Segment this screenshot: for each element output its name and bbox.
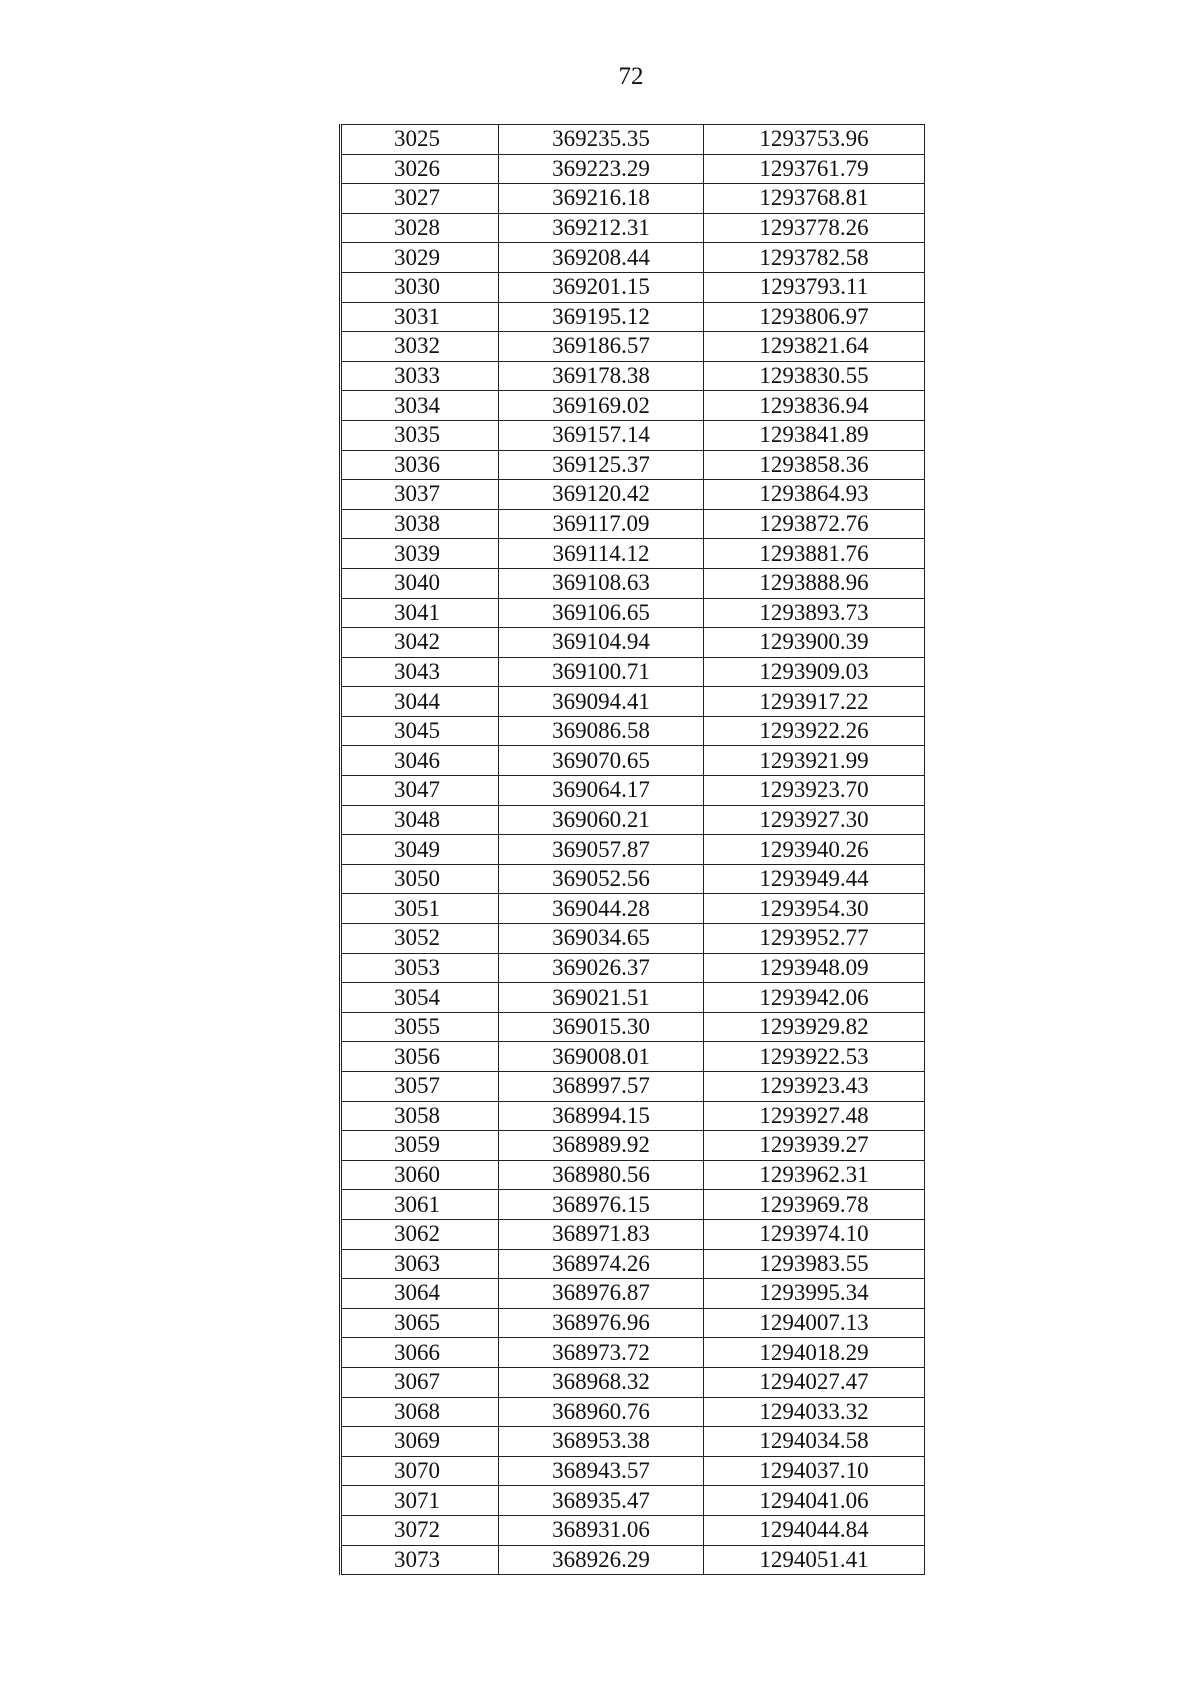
table-row xyxy=(341,628,925,658)
x-coordinate-cell: 369106.65 xyxy=(499,598,704,628)
x-coordinate-cell: 369026.37 xyxy=(499,953,704,983)
table-row xyxy=(341,1367,925,1397)
x-coordinate-cell: 368960.76 xyxy=(499,1397,704,1427)
x-coordinate-cell: 369015.30 xyxy=(499,1012,704,1042)
point-number-cell: 3036 xyxy=(341,450,499,480)
x-coordinate-cell: 368935.47 xyxy=(499,1486,704,1516)
table-row xyxy=(341,1427,925,1457)
point-number-cell: 3053 xyxy=(341,953,499,983)
y-coordinate-cell: 1294034.58 xyxy=(704,1427,925,1457)
coordinates-table xyxy=(339,124,925,1575)
y-coordinate-cell: 1293922.53 xyxy=(704,1042,925,1072)
y-coordinate-cell: 1293900.39 xyxy=(704,628,925,658)
point-number-cell: 3067 xyxy=(341,1367,499,1397)
x-coordinate-cell: 369235.35 xyxy=(499,125,704,155)
table-row xyxy=(341,1308,925,1338)
table-row xyxy=(341,598,925,628)
x-coordinate-cell: 369157.14 xyxy=(499,420,704,450)
x-coordinate-cell: 368976.96 xyxy=(499,1308,704,1338)
x-coordinate-cell: 368994.15 xyxy=(499,1101,704,1131)
y-coordinate-cell: 1293939.27 xyxy=(704,1131,925,1161)
point-number-cell: 3060 xyxy=(341,1160,499,1190)
x-coordinate-cell: 368989.92 xyxy=(499,1131,704,1161)
point-number-cell: 3070 xyxy=(341,1456,499,1486)
y-coordinate-cell: 1293761.79 xyxy=(704,154,925,184)
table-row xyxy=(341,864,925,894)
table-row xyxy=(341,480,925,510)
point-number-cell: 3072 xyxy=(341,1515,499,1545)
y-coordinate-cell: 1293927.48 xyxy=(704,1101,925,1131)
x-coordinate-cell: 369108.63 xyxy=(499,568,704,598)
point-number-cell: 3058 xyxy=(341,1101,499,1131)
point-number-cell: 3031 xyxy=(341,302,499,332)
table-row xyxy=(341,361,925,391)
x-coordinate-cell: 368976.87 xyxy=(499,1279,704,1309)
table-row xyxy=(341,924,925,954)
point-number-cell: 3064 xyxy=(341,1279,499,1309)
y-coordinate-cell: 1293922.26 xyxy=(704,716,925,746)
y-coordinate-cell: 1293974.10 xyxy=(704,1219,925,1249)
x-coordinate-cell: 369100.71 xyxy=(499,657,704,687)
y-coordinate-cell: 1293836.94 xyxy=(704,391,925,421)
point-number-cell: 3065 xyxy=(341,1308,499,1338)
table-row xyxy=(341,125,925,155)
table-row xyxy=(341,1101,925,1131)
point-number-cell: 3035 xyxy=(341,420,499,450)
x-coordinate-cell: 368976.15 xyxy=(499,1190,704,1220)
y-coordinate-cell: 1293864.93 xyxy=(704,480,925,510)
x-coordinate-cell: 369057.87 xyxy=(499,835,704,865)
y-coordinate-cell: 1293841.89 xyxy=(704,420,925,450)
point-number-cell: 3040 xyxy=(341,568,499,598)
y-coordinate-cell: 1293830.55 xyxy=(704,361,925,391)
point-number-cell: 3041 xyxy=(341,598,499,628)
x-coordinate-cell: 369060.21 xyxy=(499,805,704,835)
point-number-cell: 3061 xyxy=(341,1190,499,1220)
x-coordinate-cell: 369125.37 xyxy=(499,450,704,480)
table-row xyxy=(341,509,925,539)
point-number-cell: 3030 xyxy=(341,272,499,302)
table-row xyxy=(341,1545,925,1575)
x-coordinate-cell: 369216.18 xyxy=(499,184,704,214)
table-row xyxy=(341,568,925,598)
x-coordinate-cell: 369086.58 xyxy=(499,716,704,746)
point-number-cell: 3042 xyxy=(341,628,499,658)
table-row xyxy=(341,420,925,450)
y-coordinate-cell: 1293940.26 xyxy=(704,835,925,865)
table-row xyxy=(341,272,925,302)
point-number-cell: 3038 xyxy=(341,509,499,539)
x-coordinate-cell: 369223.29 xyxy=(499,154,704,184)
y-coordinate-cell: 1294007.13 xyxy=(704,1308,925,1338)
point-number-cell: 3034 xyxy=(341,391,499,421)
y-coordinate-cell: 1294037.10 xyxy=(704,1456,925,1486)
y-coordinate-cell: 1294044.84 xyxy=(704,1515,925,1545)
point-number-cell: 3056 xyxy=(341,1042,499,1072)
x-coordinate-cell: 368980.56 xyxy=(499,1160,704,1190)
y-coordinate-cell: 1294041.06 xyxy=(704,1486,925,1516)
point-number-cell: 3043 xyxy=(341,657,499,687)
y-coordinate-cell: 1293929.82 xyxy=(704,1012,925,1042)
table-row xyxy=(341,1131,925,1161)
table-row xyxy=(341,1160,925,1190)
y-coordinate-cell: 1293793.11 xyxy=(704,272,925,302)
point-number-cell: 3071 xyxy=(341,1486,499,1516)
point-number-cell: 3032 xyxy=(341,332,499,362)
x-coordinate-cell: 368953.38 xyxy=(499,1427,704,1457)
table-row xyxy=(341,184,925,214)
y-coordinate-cell: 1293858.36 xyxy=(704,450,925,480)
point-number-cell: 3066 xyxy=(341,1338,499,1368)
y-coordinate-cell: 1293923.43 xyxy=(704,1072,925,1102)
y-coordinate-cell: 1293942.06 xyxy=(704,983,925,1013)
x-coordinate-cell: 368926.29 xyxy=(499,1545,704,1575)
point-number-cell: 3062 xyxy=(341,1219,499,1249)
table-row xyxy=(341,1190,925,1220)
x-coordinate-cell: 369021.51 xyxy=(499,983,704,1013)
x-coordinate-cell: 369201.15 xyxy=(499,272,704,302)
x-coordinate-cell: 368971.83 xyxy=(499,1219,704,1249)
table-row xyxy=(341,1072,925,1102)
table-row xyxy=(341,302,925,332)
x-coordinate-cell: 368974.26 xyxy=(499,1249,704,1279)
table-row xyxy=(341,1515,925,1545)
table-row xyxy=(341,1397,925,1427)
point-number-cell: 3033 xyxy=(341,361,499,391)
x-coordinate-cell: 369208.44 xyxy=(499,243,704,273)
coordinates-table-body xyxy=(341,125,925,1575)
point-number-cell: 3057 xyxy=(341,1072,499,1102)
x-coordinate-cell: 369044.28 xyxy=(499,894,704,924)
table-row xyxy=(341,1219,925,1249)
y-coordinate-cell: 1293954.30 xyxy=(704,894,925,924)
table-row xyxy=(341,716,925,746)
point-number-cell: 3049 xyxy=(341,835,499,865)
page-number: 72 xyxy=(618,63,644,90)
point-number-cell: 3069 xyxy=(341,1427,499,1457)
y-coordinate-cell: 1293821.64 xyxy=(704,332,925,362)
table-row xyxy=(341,835,925,865)
point-number-cell: 3047 xyxy=(341,776,499,806)
table-row xyxy=(341,1486,925,1516)
point-number-cell: 3059 xyxy=(341,1131,499,1161)
point-number-cell: 3068 xyxy=(341,1397,499,1427)
y-coordinate-cell: 1293782.58 xyxy=(704,243,925,273)
table-row xyxy=(341,539,925,569)
point-number-cell: 3073 xyxy=(341,1545,499,1575)
x-coordinate-cell: 369120.42 xyxy=(499,480,704,510)
table-row xyxy=(341,1012,925,1042)
table-row xyxy=(341,213,925,243)
table-row xyxy=(341,776,925,806)
y-coordinate-cell: 1293923.70 xyxy=(704,776,925,806)
y-coordinate-cell: 1293949.44 xyxy=(704,864,925,894)
table-row xyxy=(341,1456,925,1486)
y-coordinate-cell: 1293909.03 xyxy=(704,657,925,687)
y-coordinate-cell: 1293806.97 xyxy=(704,302,925,332)
point-number-cell: 3027 xyxy=(341,184,499,214)
y-coordinate-cell: 1293921.99 xyxy=(704,746,925,776)
table-row xyxy=(341,687,925,717)
point-number-cell: 3054 xyxy=(341,983,499,1013)
table-row xyxy=(341,1279,925,1309)
y-coordinate-cell: 1293778.26 xyxy=(704,213,925,243)
point-number-cell: 3028 xyxy=(341,213,499,243)
x-coordinate-cell: 369070.65 xyxy=(499,746,704,776)
x-coordinate-cell: 369052.56 xyxy=(499,864,704,894)
point-number-cell: 3051 xyxy=(341,894,499,924)
point-number-cell: 3029 xyxy=(341,243,499,273)
table-row xyxy=(341,983,925,1013)
point-number-cell: 3045 xyxy=(341,716,499,746)
x-coordinate-cell: 369094.41 xyxy=(499,687,704,717)
table-row xyxy=(341,657,925,687)
x-coordinate-cell: 368968.32 xyxy=(499,1367,704,1397)
table-row xyxy=(341,1338,925,1368)
x-coordinate-cell: 369117.09 xyxy=(499,509,704,539)
table-row xyxy=(341,894,925,924)
y-coordinate-cell: 1293753.96 xyxy=(704,125,925,155)
y-coordinate-cell: 1294018.29 xyxy=(704,1338,925,1368)
x-coordinate-cell: 369178.38 xyxy=(499,361,704,391)
table-row xyxy=(341,243,925,273)
table-row xyxy=(341,746,925,776)
y-coordinate-cell: 1293927.30 xyxy=(704,805,925,835)
y-coordinate-cell: 1293881.76 xyxy=(704,539,925,569)
y-coordinate-cell: 1293952.77 xyxy=(704,924,925,954)
y-coordinate-cell: 1294033.32 xyxy=(704,1397,925,1427)
x-coordinate-cell: 368973.72 xyxy=(499,1338,704,1368)
y-coordinate-cell: 1293969.78 xyxy=(704,1190,925,1220)
y-coordinate-cell: 1293872.76 xyxy=(704,509,925,539)
y-coordinate-cell: 1294027.47 xyxy=(704,1367,925,1397)
point-number-cell: 3044 xyxy=(341,687,499,717)
y-coordinate-cell: 1293768.81 xyxy=(704,184,925,214)
x-coordinate-cell: 368931.06 xyxy=(499,1515,704,1545)
table-row xyxy=(341,1042,925,1072)
table-row xyxy=(341,332,925,362)
point-number-cell: 3039 xyxy=(341,539,499,569)
table-row xyxy=(341,154,925,184)
y-coordinate-cell: 1293948.09 xyxy=(704,953,925,983)
point-number-cell: 3026 xyxy=(341,154,499,184)
table-row xyxy=(341,805,925,835)
y-coordinate-cell: 1293917.22 xyxy=(704,687,925,717)
table-row xyxy=(341,450,925,480)
y-coordinate-cell: 1294051.41 xyxy=(704,1545,925,1575)
table-row xyxy=(341,953,925,983)
x-coordinate-cell: 369169.02 xyxy=(499,391,704,421)
x-coordinate-cell: 369195.12 xyxy=(499,302,704,332)
table-row xyxy=(341,1249,925,1279)
point-number-cell: 3050 xyxy=(341,864,499,894)
y-coordinate-cell: 1293962.31 xyxy=(704,1160,925,1190)
x-coordinate-cell: 368997.57 xyxy=(499,1072,704,1102)
y-coordinate-cell: 1293893.73 xyxy=(704,598,925,628)
y-coordinate-cell: 1293888.96 xyxy=(704,568,925,598)
point-number-cell: 3037 xyxy=(341,480,499,510)
x-coordinate-cell: 368943.57 xyxy=(499,1456,704,1486)
point-number-cell: 3052 xyxy=(341,924,499,954)
point-number-cell: 3055 xyxy=(341,1012,499,1042)
x-coordinate-cell: 369008.01 xyxy=(499,1042,704,1072)
x-coordinate-cell: 369064.17 xyxy=(499,776,704,806)
y-coordinate-cell: 1293983.55 xyxy=(704,1249,925,1279)
x-coordinate-cell: 369104.94 xyxy=(499,628,704,658)
point-number-cell: 3048 xyxy=(341,805,499,835)
x-coordinate-cell: 369212.31 xyxy=(499,213,704,243)
point-number-cell: 3063 xyxy=(341,1249,499,1279)
y-coordinate-cell: 1293995.34 xyxy=(704,1279,925,1309)
point-number-cell: 3025 xyxy=(341,125,499,155)
x-coordinate-cell: 369114.12 xyxy=(499,539,704,569)
x-coordinate-cell: 369186.57 xyxy=(499,332,704,362)
table-row xyxy=(341,391,925,421)
x-coordinate-cell: 369034.65 xyxy=(499,924,704,954)
point-number-cell: 3046 xyxy=(341,746,499,776)
